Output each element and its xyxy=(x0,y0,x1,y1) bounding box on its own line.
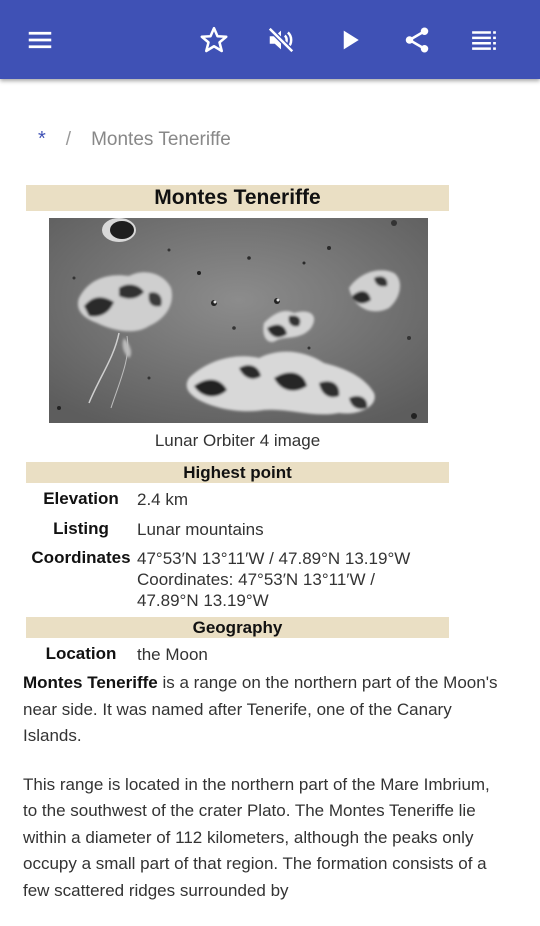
image-caption: Lunar Orbiter 4 image xyxy=(154,431,321,450)
share-icon xyxy=(402,25,432,55)
list-icon xyxy=(469,25,499,55)
breadcrumb-separator: / xyxy=(65,128,72,150)
infobox xyxy=(26,185,449,664)
article-body xyxy=(23,670,503,926)
coordinates-value xyxy=(137,548,410,611)
article-subject: Montes Teneriffe xyxy=(23,673,158,692)
contents-button[interactable] xyxy=(464,20,504,60)
breadcrumb-current: Montes Teneriffe xyxy=(91,128,231,150)
listing-value[interactable]: Lunar mountains xyxy=(137,520,264,539)
menu-button[interactable] xyxy=(20,20,60,60)
breadcrumb xyxy=(38,128,231,151)
elevation-value: 2.4 km xyxy=(137,490,189,509)
breadcrumb-home-link[interactable]: * xyxy=(38,128,46,150)
favorite-button[interactable] xyxy=(194,20,234,60)
mute-button[interactable] xyxy=(261,20,301,60)
intro-paragraph xyxy=(23,670,503,750)
menu-icon xyxy=(25,25,55,55)
mute-icon xyxy=(266,25,296,55)
app-bar xyxy=(0,0,540,79)
listing-label: Listing xyxy=(53,519,109,538)
location-paragraph: This range is located in the northern part of the Mare Imbrium, to the southwest of the crater Plato. The Montes Teneriffe lie within a diameter of 112 kilometers, although the peaks only occupy a small part of that region. The formation consists of a few scattered ridges surrounded by xyxy=(23,774,490,900)
highest-point-heading: Highest point xyxy=(26,462,449,483)
coordinates-line-1[interactable]: 47°53′N 13°11′W / 47.89°N 13.19°W xyxy=(137,549,411,568)
infobox-title: Montes Teneriffe xyxy=(26,185,449,211)
geography-heading: Geography xyxy=(26,617,449,638)
location-label: Location xyxy=(45,644,117,663)
location-value[interactable]: the Moon xyxy=(137,645,208,664)
coordinates-line-3[interactable]: 47.89°N 13.19°W xyxy=(137,591,269,610)
play-button[interactable] xyxy=(330,20,370,60)
play-icon xyxy=(335,25,365,55)
elevation-label: Elevation xyxy=(43,489,119,508)
coordinates-line-2[interactable]: Coordinates: 47°53′N 13°11′W / xyxy=(137,570,375,589)
moon-surface-image[interactable] xyxy=(49,218,428,423)
lunar-orbiter-photo xyxy=(49,218,428,423)
share-button[interactable] xyxy=(397,20,437,60)
star-icon xyxy=(199,25,229,55)
coordinates-label: Coordinates xyxy=(31,548,131,567)
intro-text: is a range on the northern part of the Moon's near side. It was named after Tenerife, one of the Canary Islands. xyxy=(23,673,498,745)
